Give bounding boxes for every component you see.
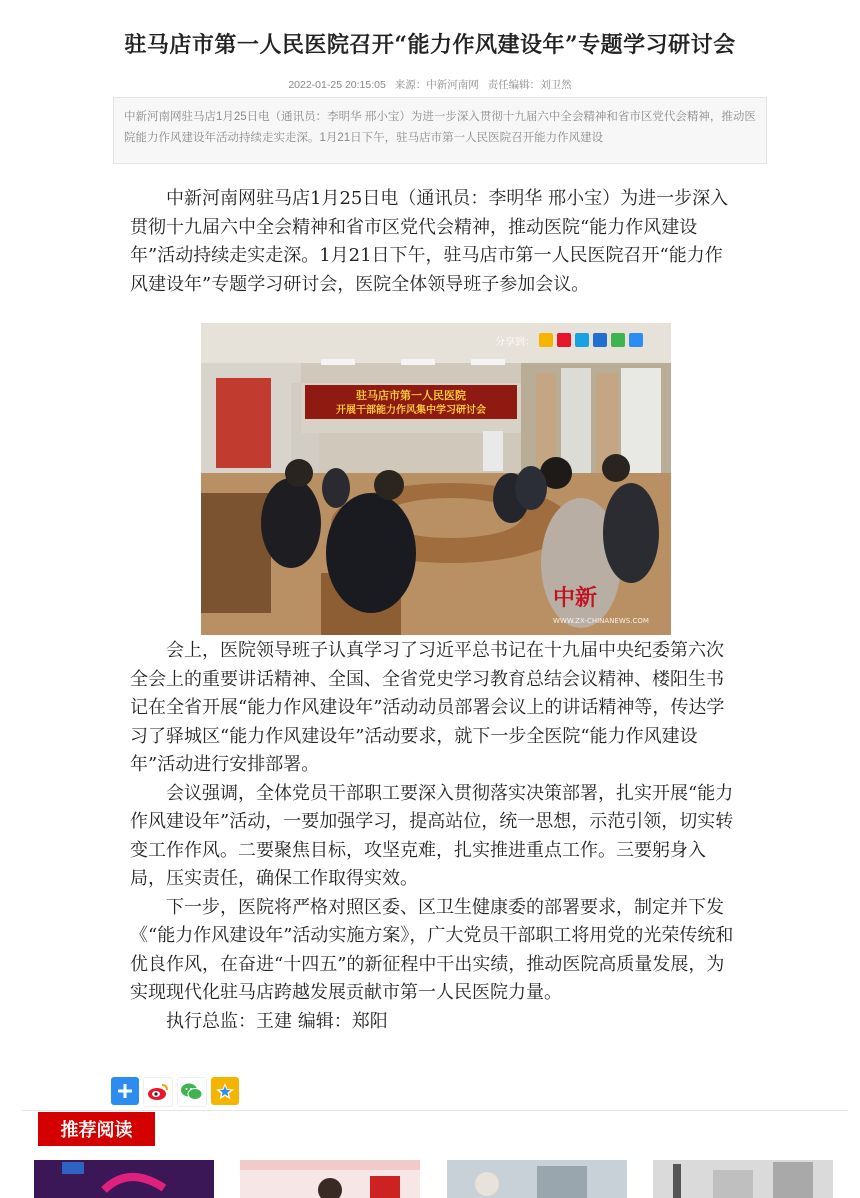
article-paragraph: 中新河南网驻马店1月25日电（通讯员：李明华 邢小宝）为进一步深入贯彻十九届六中全会精神和省市区党代会精神，推动医院“能力作风建设年”活动持续走实走深。1月21日下午，驻马店市第一人民医院召开“能力作风建设年”专题学习研讨会，医院全体领导班子参加会议。 — [130, 188, 729, 295]
qzone-share-icon[interactable] — [211, 1077, 239, 1105]
renren-icon[interactable] — [593, 333, 607, 347]
article-photo — [201, 323, 671, 635]
article-share-icons — [111, 1077, 239, 1107]
photo-share-bar — [495, 332, 643, 348]
article-paragraph: 会上，医院领导班子认真学习了习近平总书记在十九届中央纪委第六次全会上的重要讲话精神、全国、全省党史学习教育总结会议精神、楼阳生书记在全省开展“能力作风建设年”活动动员部署会议上的讲话精神等，传达学习了驿城区“能力作风建设年”活动要求，就下一步全医院“能力作风建设年”活动进行安排部署。 — [130, 640, 725, 775]
weibo-icon[interactable] — [557, 333, 571, 347]
article-credits: 执行总监：王建 编辑：郑阳 — [166, 1010, 388, 1032]
article-paragraph: 会议强调，全体党员干部职工要深入贯彻落实决策部署，扎实开展“能力作风建设年”活动，一要加强学习，提高站位，统一思想，示范引领，切实转变工作作风。二要聚焦目标，攻坚克难，扎实推进重点工作。三要躬身入局，压实责任，确保工作取得实效。 — [130, 782, 734, 889]
article-body-top — [130, 185, 740, 299]
wechat-share-icon[interactable] — [177, 1077, 207, 1107]
qzone-icon[interactable] — [539, 333, 553, 347]
recommend-heading: 推荐阅读 — [38, 1112, 155, 1146]
share-label: 分享到： — [495, 336, 535, 348]
article-body-bottom — [130, 637, 740, 1036]
pinterest-icon[interactable] — [575, 333, 589, 347]
recommend-thumb-2[interactable] — [240, 1160, 420, 1198]
banner-line-1: 驻马店市第一人民医院 — [356, 389, 466, 402]
watermark-url: WWW.ZX-CHINANEWS.COM — [553, 617, 649, 625]
recommend-thumb-1[interactable] — [34, 1160, 214, 1198]
article-title: 驻马店市第一人民医院召开“能力作风建设年”专题学习研讨会 — [124, 32, 736, 58]
meeting-room-image — [201, 323, 671, 635]
publish-datetime: 2022-01-25 20:15:05 — [288, 79, 386, 91]
recommend-thumb-3[interactable] — [447, 1160, 627, 1198]
watermark-logo: 中新 — [553, 585, 598, 611]
recommend-thumb-4[interactable] — [653, 1160, 833, 1198]
more-share-icon[interactable] — [629, 333, 643, 347]
plus-share-icon[interactable] — [111, 1077, 139, 1105]
article-meta — [0, 77, 860, 92]
banner-line-2: 开展干部能力作风集中学习研讨会 — [336, 405, 486, 416]
editor-label: 责任编辑：刘卫然 — [487, 79, 572, 91]
weibo-share-icon[interactable] — [143, 1077, 173, 1107]
article-paragraph: 下一步，医院将严格对照区委、区卫生健康委的部署要求，制定并下发《“能力作风建设年”活动实施方案》，广大党员干部职工将用党的光荣传统和优良作风，在奋进“十四五”的新征程中干出实绩，推动医院高质量发展，为实现现代化驻马店跨越发展贡献市第一人民医院力量。 — [130, 896, 734, 1003]
section-divider — [22, 1110, 848, 1111]
source-label[interactable]: 来源：中新河南网 — [394, 79, 479, 91]
article-summary: 中新河南网驻马店1月25日电（通讯员：李明华 邢小宝）为进一步深入贯彻十九届六中全会精神和省市区党代会精神，推动医院能力作风建设年活动持续走实走深。1月21日下午，驻马店市第一人民医院召开能力作风建设 — [113, 97, 767, 164]
wechat-icon[interactable] — [611, 333, 625, 347]
